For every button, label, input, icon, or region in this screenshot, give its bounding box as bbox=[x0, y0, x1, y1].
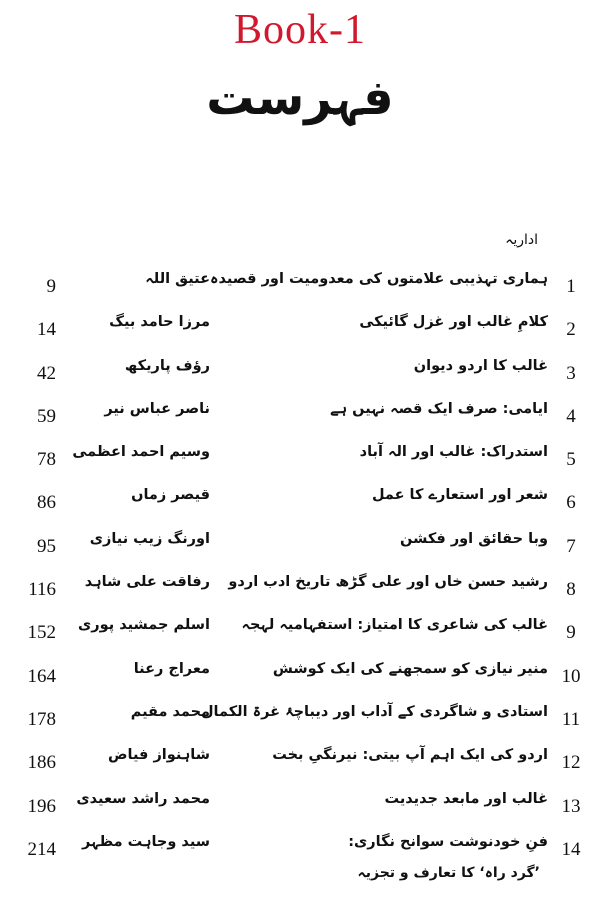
entry-author: محمد راشد سعیدی bbox=[76, 790, 210, 807]
entry-title: کلامِ غالب اور غزل گائیکی bbox=[359, 314, 548, 331]
entry-page: 86 bbox=[37, 492, 56, 514]
entry-author: قیصر زماں bbox=[131, 487, 210, 504]
entry-number: 13 bbox=[561, 795, 581, 817]
entry-number: 2 bbox=[566, 319, 576, 341]
entry-title: غالب کا اردو دیوان bbox=[413, 357, 548, 374]
entry-page: 59 bbox=[37, 405, 56, 427]
toc-entry bbox=[0, 478, 600, 521]
entry-author: ناصر عباس نیر bbox=[104, 400, 210, 417]
toc-entry bbox=[0, 435, 600, 478]
entry-title: استادی و شاگردی کے آداب اور دیباچۂ غرۃ الکمال bbox=[200, 703, 548, 720]
entry-number: 8 bbox=[566, 579, 576, 601]
entry-page: 186 bbox=[27, 752, 56, 774]
editorial-label: اداریہ bbox=[505, 232, 538, 248]
entry-page: 214 bbox=[27, 838, 56, 860]
toc-entry bbox=[0, 782, 600, 825]
entry-number: 1 bbox=[566, 276, 576, 297]
entry-author: سید وجاہت مظہر bbox=[81, 833, 210, 850]
entry-title: غالب اور مابعد جدیدیت bbox=[384, 790, 548, 807]
entry-author: شاہنواز فیاض bbox=[108, 747, 210, 764]
toc-entry bbox=[0, 608, 600, 651]
entry-title: ہماری تہذیبی علامتوں کی معدومیت اور قصیدہ bbox=[209, 271, 548, 287]
entry-title: اردو کی ایک اہم آپ بیتی: نیرنگیِ بخت bbox=[272, 747, 548, 764]
entry-title: منیر نیازی کو سمجھنے کی ایک کوشش bbox=[272, 660, 548, 677]
entry-number: 9 bbox=[566, 622, 576, 644]
toc-entry bbox=[0, 305, 600, 348]
toc-entry bbox=[0, 825, 600, 881]
entry-number: 10 bbox=[561, 665, 581, 687]
entry-number: 6 bbox=[566, 492, 576, 514]
toc-entry bbox=[0, 738, 600, 781]
table-of-contents bbox=[0, 262, 600, 881]
entry-page: 14 bbox=[37, 319, 56, 341]
entry-number: 3 bbox=[566, 362, 576, 384]
entry-title: رشید حسن خاں اور علی گڑھ تاریخ ادب اردو bbox=[228, 574, 548, 591]
entry-page: 152 bbox=[27, 622, 56, 644]
entry-author: محمد مقیم bbox=[130, 703, 210, 720]
toc-entry bbox=[0, 392, 600, 435]
entry-author: مرزا حامد بیگ bbox=[109, 314, 210, 331]
entry-number: 14 bbox=[561, 838, 581, 860]
entry-page: 178 bbox=[27, 708, 56, 730]
entry-author: رؤف پاریکھ bbox=[124, 357, 210, 374]
entry-author: اسلم جمشید پوری bbox=[77, 617, 210, 634]
entry-page: 196 bbox=[27, 795, 56, 817]
entry-title: وبا حقائق اور فکشن bbox=[400, 530, 548, 547]
entry-page: 164 bbox=[27, 665, 56, 687]
entry-author: وسیم احمد اعظمی bbox=[72, 444, 210, 461]
entry-title: غالب کی شاعری کا امتیاز: استفہامیہ لہجہ bbox=[241, 617, 548, 634]
toc-entry bbox=[0, 652, 600, 695]
toc-entry bbox=[0, 565, 600, 608]
entry-page: 78 bbox=[37, 449, 56, 471]
entry-title: ایامی: صرف ایک قصہ نہیں ہے bbox=[330, 400, 548, 417]
entry-author: عتیق اللہ bbox=[145, 271, 210, 287]
toc-entry bbox=[0, 349, 600, 392]
entry-number: 12 bbox=[561, 752, 581, 774]
book-label: Book-1 bbox=[234, 7, 366, 53]
entry-subtitle: ’گرد راہ‘ کا تعارف و تجزیہ bbox=[357, 864, 540, 881]
entry-page: 95 bbox=[37, 535, 56, 557]
entry-number: 5 bbox=[566, 449, 576, 471]
entry-number: 7 bbox=[566, 535, 576, 557]
page-title: فہرست bbox=[206, 70, 394, 126]
entry-author: اورنگ زیب نیازی bbox=[89, 530, 210, 547]
entry-author: معراج رعنا bbox=[133, 660, 210, 677]
entry-title: شعر اور استعارے کا عمل bbox=[371, 487, 548, 504]
entry-author: رفاقت علی شاہد bbox=[84, 574, 210, 591]
entry-title: فنِ خودنوشت سوانح نگاری: bbox=[348, 833, 548, 850]
toc-entry bbox=[0, 262, 600, 305]
entry-number: 11 bbox=[561, 708, 581, 730]
entry-page: 116 bbox=[28, 579, 56, 601]
entry-number: 4 bbox=[566, 405, 576, 427]
entry-page: 42 bbox=[37, 362, 56, 384]
toc-entry bbox=[0, 522, 600, 565]
toc-entry bbox=[0, 695, 600, 738]
entry-page: 9 bbox=[46, 276, 56, 297]
entry-title: استدراک: غالب اور الہ آباد bbox=[359, 444, 548, 461]
